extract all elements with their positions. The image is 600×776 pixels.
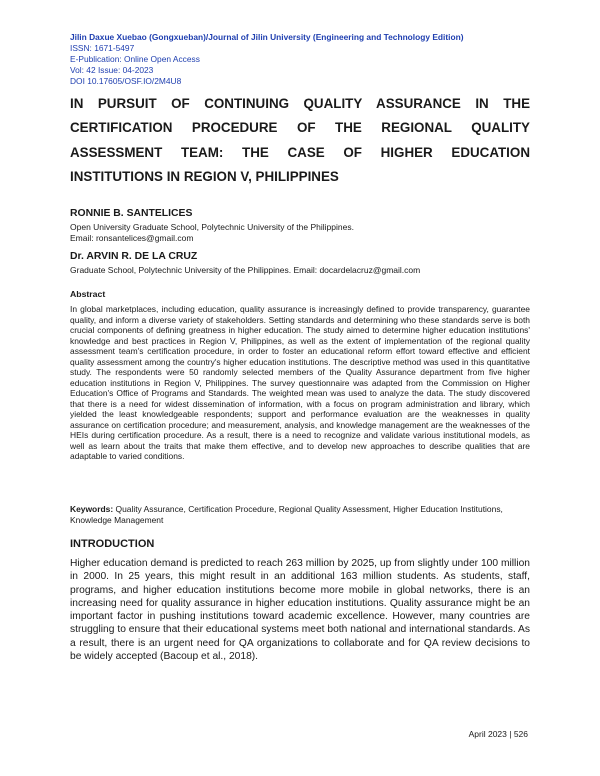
journal-publication: E-Publication: Online Open Access	[70, 54, 200, 64]
keywords-text: Quality Assurance, Certification Procedure, Regional Quality Assessment, Higher Education Institutions, Knowledge Management	[70, 504, 503, 525]
paper-title-line: INSTITUTIONS IN REGION V, PHILIPPINES	[70, 168, 339, 184]
abstract-text: In global marketplaces, including education, quality assurance is increasingly defined to provide transparency, guarantee quality, and inform a diverse variety of stakeholders. Setting standards and determining who these standards serve is both crucial components of defining greatness in higher education. The study aimed to determine higher education institutions' knowledge and best practices in Region V, Philippines, as well as the extent of implementation of the regional quality assessment team's certification procedure, in order to foster an educational reform effort toward effective and efficient quality assessment among the country's higher education institutions. The descriptive method was used in this quantitative study. The respondents were 50 randomly selected members of the Quality Assurance department from five higher education institutions in Region V, Philippines. The survey questionnaire was adapted from the Commission on Higher Education's Office of Programs and Standards. The weighted mean was used to analyze the data. The study discovered that there is a need for widest dissemination of information, with a focus on program administration and library, which yielded the least knowledgeable respondents; support and performance evaluation are the weaknesses in quality assurance on certification procedure; and measurement, analysis, and knowledge management are the weaknesses of the HEIs during certification procedure. As a result, there is a need to recognize and validate various institutional models, as well as learn about the traits that make them effective, and to develop new approaches to describe qualities that are adaptable to varied conditions.	[70, 304, 530, 462]
author-affiliation: Open University Graduate School, Polytechnic University of the Philippines.	[70, 222, 354, 232]
abstract-heading: Abstract	[70, 289, 106, 299]
journal-header	[70, 32, 540, 87]
keywords	[70, 504, 530, 525]
keywords-label: Keywords:	[70, 504, 114, 514]
paper-title-line: IN PURSUIT OF CONTINUING QUALITY ASSURANCE IN THE	[70, 96, 530, 111]
paper-title-line: ASSESSMENT TEAM: THE CASE OF HIGHER EDUCATION	[70, 144, 530, 160]
journal-doi: DOI 10.17605/OSF.IO/2M4U8	[70, 76, 182, 86]
journal-volume: Vol: 42 Issue: 04-2023	[70, 65, 154, 75]
introduction-text: Higher education demand is predicted to reach 263 million by 2025, up from slightly under 100 million in 2000. In 25 years, this might result in an additional 163 million students. As students, staff, programs, and higher education institutions become more mobile in global networks, there is an increasing need for quality assurance in higher education institutions. Quality assurance might be an important factor in pushing institutions toward academic excellence. However, many countries are struggling to ensure that their educational systems meet both national and international standards. As a result, there is an urgent need for QA organizations to collaborate and for QA review decisions to be widely accepted (Bacoup et al., 2018).	[70, 558, 530, 663]
page-footer: April 2023 | 526	[468, 729, 528, 739]
journal-title: Jilin Daxue Xuebao (Gongxueban)/Journal of Jilin University (Engineering and Technology Edition)	[70, 32, 464, 42]
author-name: RONNIE B. SANTELICES	[70, 208, 193, 219]
author-name: Dr. ARVIN R. DE LA CRUZ	[70, 251, 198, 262]
introduction-heading: INTRODUCTION	[70, 538, 155, 550]
author-block	[70, 207, 540, 244]
paper-title	[70, 92, 530, 189]
author-affiliation: Graduate School, Polytechnic University of the Philippines. Email: docardelacruz@gmail.com	[70, 265, 421, 275]
journal-issn: ISSN: 1671-5497	[70, 43, 135, 53]
paper-title-line: CERTIFICATION PROCEDURE OF THE REGIONAL QUALITY	[70, 120, 530, 136]
author-email: Email: ronsantelices@gmail.com	[70, 233, 194, 243]
author-block	[70, 250, 540, 276]
